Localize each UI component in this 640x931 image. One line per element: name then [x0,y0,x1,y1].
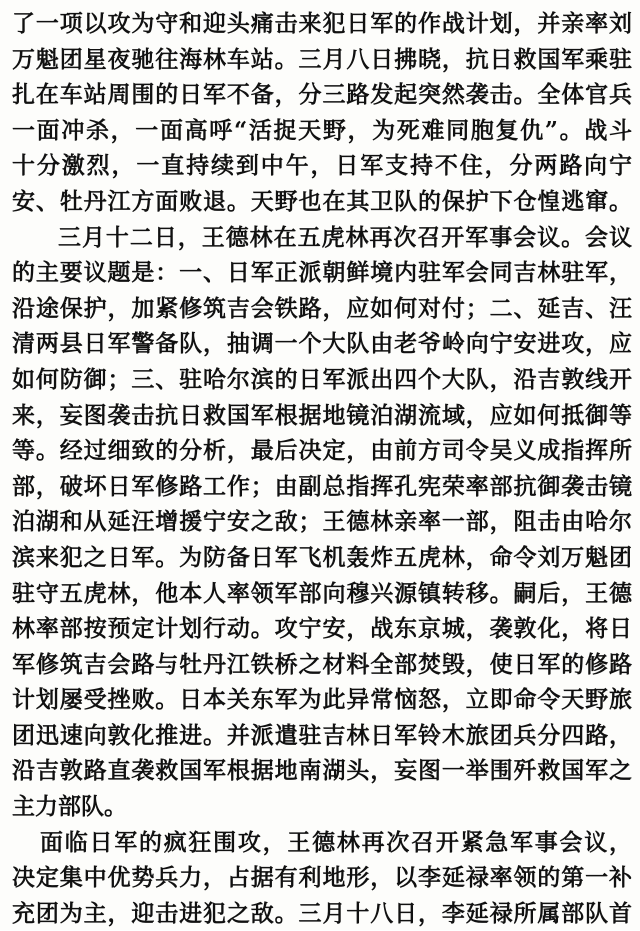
text-line: 泊湖和从延汪增援宁安之敌；王德林亲率一部，阻击由哈尔 [12,508,632,536]
text-line: 如何防御；三、驻哈尔滨的日军派出四个大队，沿吉敦线开 [12,365,632,393]
body-text [12,6,632,931]
text-line: 部，破坏日军修路工作；由副总指挥孔宪荣率部抗御袭击镜 [12,472,632,500]
text-line: 计划屡受挫败。日本关东军为此异常恼怒，立即命令天野旅 [12,686,632,714]
text-line: 驻守五虎林，他本人率领军部向穆兴源镇转移。嗣后，王德 [12,579,632,607]
paragraph-end-line: 主力部队。 [12,793,127,821]
text-line: 滨来犯之日军。为防备日军飞机轰炸五虎林，命令刘万魁团 [12,543,632,571]
text-line: 扎在车站周围的日军不备，分三路发起突然袭击。全体官兵 [12,81,632,109]
paragraph-start-line: 三月十二日，王德林在五虎林再次召开军事会议。会议 [58,223,632,251]
text-line: 一面冲杀，一面高呼“活捉天野，为死难同胞复仇”。战斗 [12,116,632,144]
text-line: 决定集中优势兵力，占据有利地形，以李延禄率领的第一补 [12,864,632,892]
text-line: 团迅速向敦化推进。并派遣驻吉林日军铃木旅团兵分四路， [12,721,632,749]
paragraph-start-line: 面临日军的疯狂围攻，王德林再次召开紧急军事会议， [40,828,632,856]
text-line: 沿吉敦路直袭救国军根据地南湖头，妄图一举围歼救国军之 [12,757,632,785]
text-line: 安、牡丹江方面败退。天野也在其卫队的保护下仓惶逃窜。 [12,187,632,215]
text-line: 林率部按预定计划行动。攻宁安，战东京城，袭敦化，将日 [12,615,632,643]
text-line: 了一项以攻为守和迎头痛击来犯日军的作战计划，并亲率刘 [12,10,632,37]
text-line: 充团为主，迎击进犯之敌。三月十八日，李延禄所属部队首 [12,899,632,927]
text-line: 十分激烈，一直持续到中午，日军支持不住，分两路向宁 [12,152,632,180]
text-line: 万魁团星夜驰往海林车站。三月八日拂晓，抗日救国军乘驻 [12,45,632,73]
text-line: 来，妄图袭击抗日救国军根据地镜泊湖流域，应如何抵御等 [12,401,632,429]
text-line: 的主要议题是：一、日军正派朝鲜境内驻军会同吉林驻军， [12,259,632,287]
text-line: 等。经过细致的分析，最后决定，由前方司令吴义成指挥所 [12,437,632,465]
text-line: 沿途保护，加紧修筑吉会铁路，应如何对付；二、延吉、汪 [12,294,632,322]
text-line: 清两县日军警备队，抽调一个大队由老爷岭向宁安进攻，应 [12,330,632,358]
text-line: 军修筑吉会路与牡丹江铁桥之材料全部焚毁，使日军的修路 [12,650,632,678]
